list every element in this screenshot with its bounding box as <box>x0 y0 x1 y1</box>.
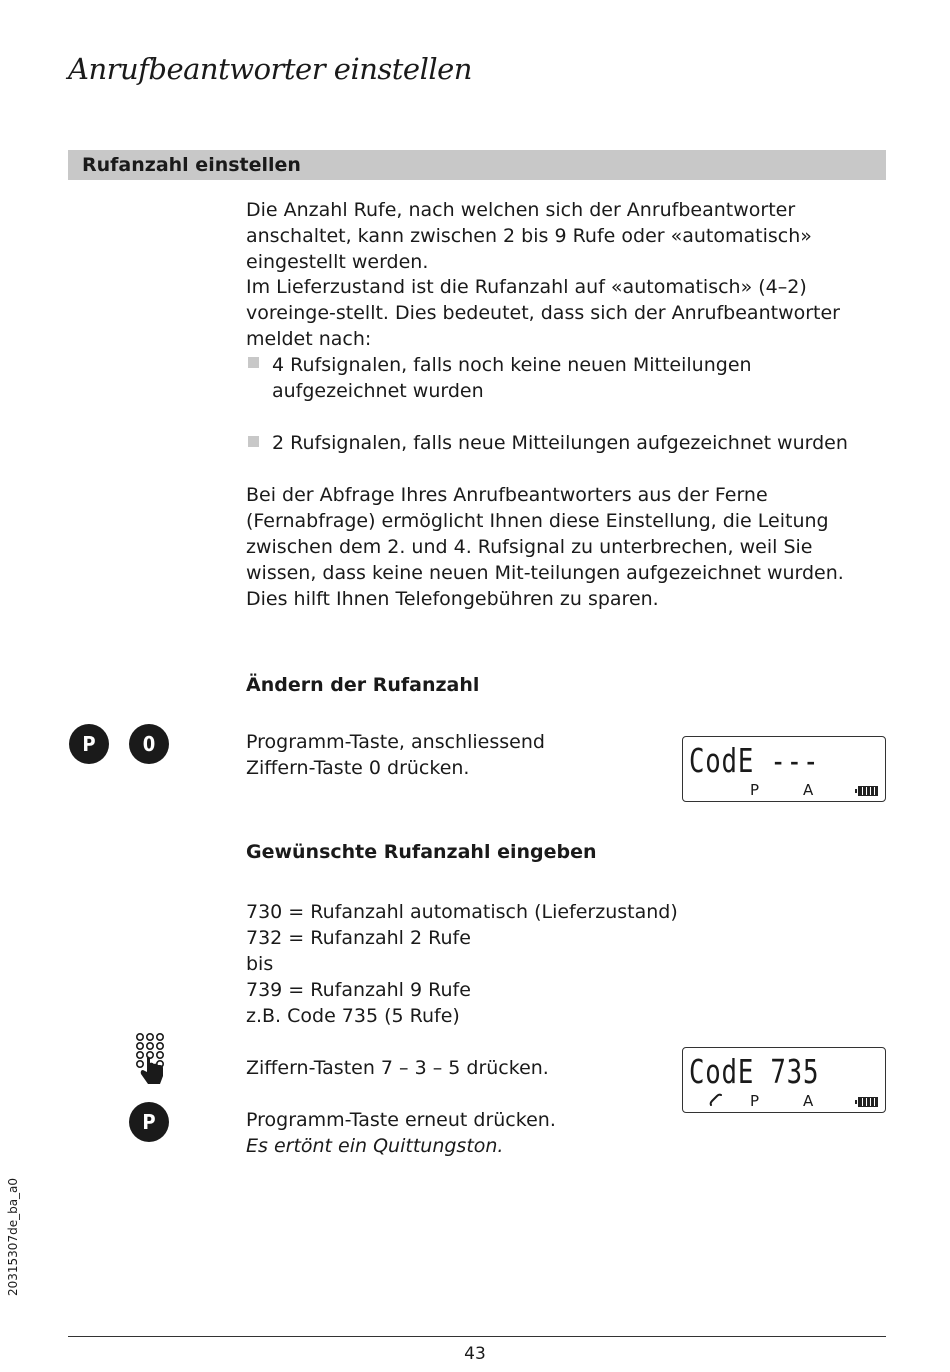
page-number: 43 <box>464 1344 486 1364</box>
battery-icon <box>858 786 878 796</box>
remote-paragraph <box>246 482 886 612</box>
code-line: 730 = Rufanzahl automatisch (Lieferzustand) <box>246 901 678 923</box>
footer-rule <box>68 1336 886 1337</box>
page-title: Anrufbeantworter einstellen <box>68 52 472 86</box>
zero-key-icon: 0 <box>129 724 169 764</box>
step1-line: Ziffern-Taste 0 drücken. <box>246 757 470 779</box>
document-code: 20315307de_ba_a0 <box>6 1177 20 1296</box>
default-paragraph <box>246 274 886 352</box>
step3-text <box>246 1107 646 1159</box>
battery-icon <box>858 1097 878 1107</box>
bullet-marker <box>248 436 259 447</box>
bullet-marker <box>248 357 259 368</box>
handset-icon <box>709 1093 723 1107</box>
remote-text: Bei der Abfrage Ihres Anrufbeantworters aus der Ferne (Fernabfrage) ermöglicht Ihnen diese Einstellung, die Leitung zwischen dem 2. und 4. Rufsignal zu unterbrechen, weil Sie wissen, dass keine neuen Mit-teilungen aufgezeichnet wurden. Dies hilft Ihnen Telefongebühren zu sparen. <box>246 484 844 610</box>
step1-line: Programm-Taste, anschliessend <box>246 731 545 753</box>
section-title: Rufanzahl einstellen <box>82 154 301 176</box>
lcd-main-text: CodE 735 <box>689 1052 820 1091</box>
lcd-display <box>682 1047 886 1113</box>
code-list <box>246 899 746 1029</box>
change-heading: Ändern der Rufanzahl <box>246 674 480 696</box>
bullet-item: 2 Rufsignalen, falls neue Mitteilungen aufgezeichnet wurden <box>272 432 848 454</box>
bullet-item: 4 Rufsignalen, falls noch keine neuen Mitteilungen aufgezeichnet wurden <box>272 354 752 402</box>
code-line: 739 = Rufanzahl 9 Rufe <box>246 979 471 1001</box>
p-key-icon: P <box>129 1102 169 1142</box>
step3-line: Programm-Taste erneut drücken. <box>246 1109 556 1131</box>
lcd-display <box>682 736 886 802</box>
step3-note: Es ertönt ein Quittungston. <box>246 1135 504 1157</box>
enter-heading: Gewünschte Rufanzahl eingeben <box>246 841 597 863</box>
lcd-p-indicator: P <box>750 1092 760 1110</box>
step2-text: Ziffern-Tasten 7 – 3 – 5 drücken. <box>246 1057 549 1079</box>
lcd-a-indicator: A <box>803 781 814 799</box>
lcd-main-text: CodE --- <box>689 741 820 780</box>
code-line: 732 = Rufanzahl 2 Rufe <box>246 927 471 949</box>
keypad-hand-icon <box>134 1032 168 1088</box>
lcd-p-indicator: P <box>750 781 760 799</box>
step1-text <box>246 729 646 781</box>
code-line: bis <box>246 953 274 975</box>
intro-text: Die Anzahl Rufe, nach welchen sich der Anrufbeantworter anschaltet, kann zwischen 2 bis 9 Rufe oder «automatisch» eingestellt werden. <box>246 199 812 273</box>
code-line: z.B. Code 735 (5 Rufe) <box>246 1005 460 1027</box>
lcd-a-indicator: A <box>803 1092 814 1110</box>
p-key-icon: P <box>69 724 109 764</box>
default-text: Im Lieferzustand ist die Rufanzahl auf «automatisch» (4–2) voreinge-stellt. Dies bedeutet, dass sich der Anrufbeantworter meldet nach: <box>246 276 840 350</box>
intro-paragraph <box>246 197 886 275</box>
